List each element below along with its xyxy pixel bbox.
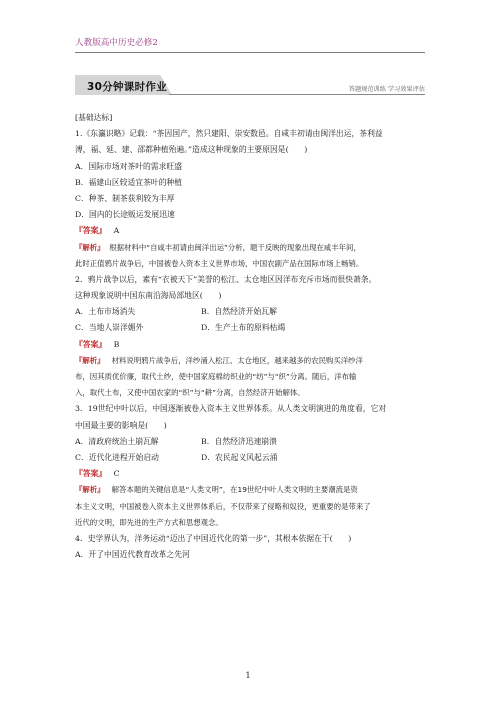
analysis-label: 『解析』 (75, 355, 105, 365)
q2-option-c: C．当地人崇洋媚外 (75, 323, 144, 333)
q2-line-1: 2．鸦片战争以后，素有“衣被天下”美誉的松江、太仓地区因洋布充斥市场而很快萧条。 (75, 274, 377, 284)
q1-line-1: 1.《东瀛识略》记载：“茶因国产，然只建阳、崇安数邑。自咸丰初请由闽洋出运，茶利益 (75, 129, 383, 139)
q2-line-2: 这种现象说明中国东南沿海局部地区( ) (75, 291, 222, 301)
q3-options-row-1 (75, 434, 425, 450)
q2-option-d: D．生产土布的原料枯竭 (201, 323, 286, 333)
q1-answer-value: A (113, 226, 120, 236)
q3-analysis-line-1 (75, 482, 425, 498)
q1-analysis-line-1 (75, 240, 425, 256)
document-header-title: 人教版高中历史必修2 (75, 38, 158, 48)
q1-option-a: A．国际市场对茶叶的需求旺盛 (75, 161, 182, 171)
section-underline (169, 94, 425, 95)
q1-line-2: 溥，福、延、建、邵都种植殆遍。”造成这种现象的主要原因是( ) (75, 145, 308, 155)
q1-analysis-text-1: 根据材料中“自咸丰初请由闽洋出运”分析，题干反映的现象出现在咸丰年间， (109, 242, 361, 252)
q3-options-row-2 (75, 450, 425, 466)
q4-option-a: A．开了中国近代教育改革之先河 (75, 550, 190, 560)
q2-answer-value: B (113, 339, 120, 349)
q2-analysis-line-3: 入，取代土布，又使中国农家的“织”与“耕”分离，自然经济开始解体。 (75, 388, 305, 398)
q2-option-a: A．土布市场消失 (75, 307, 136, 317)
document-body (75, 110, 425, 563)
q3-option-b: B．自然经济迅速崩溃 (201, 436, 277, 446)
q1-analysis-line-2: 此时正值鸦片战争后，中国被卷入资本主义世界市场，中国农副产品在国际市场上畅销。 (75, 258, 364, 268)
q3-answer-value: C (113, 469, 120, 479)
answer-label: 『答案』 (75, 469, 107, 479)
q3-option-a: A．清政府统治土崩瓦解 (75, 436, 159, 446)
q2-option-b: B．自然经济开始瓦解 (201, 307, 277, 317)
section-banner (75, 75, 425, 95)
q2-options-row-2 (75, 320, 425, 336)
analysis-label: 『解析』 (75, 485, 105, 495)
section-subtitle: 答题规范训练 学习效果评估 (348, 86, 425, 93)
q3-line-1: 3．19世纪中叶以后，中国逐渐被卷入资本主义世界体系。从人类文明演进的角度看，它对 (75, 404, 387, 414)
header-rule (75, 52, 425, 53)
q4-line-1: 4．史学界认为，洋务运动“迈出了中国近代化的第一步”，其根本依据在于( ) (75, 533, 352, 543)
q1-answer (75, 223, 425, 239)
basic-heading: [基础达标] (75, 113, 113, 122)
q2-analysis-line-1 (75, 353, 425, 369)
q2-analysis-line-2: 布，因其质优价廉，取代土纱，使中国家庭棉纺织业的“纺”与“织”分离。随后，洋布输 (75, 372, 357, 381)
q1-option-b: B．福建山区较适宜茶叶的种植 (75, 177, 183, 187)
q3-option-d: D．农民起义风起云涌 (201, 452, 278, 462)
q3-answer (75, 466, 425, 482)
q1-option-d: D．国内的长途贩运发展迅速 (75, 210, 175, 220)
analysis-label: 『解析』 (75, 242, 105, 252)
q3-analysis-line-2: 本主义文明，中国被卷入资本主义世界体系后，不仅带来了侵略和奴役，更重要的是带来了 (75, 501, 371, 511)
q3-line-2: 中国最主要的影响是( ) (75, 420, 167, 430)
page-number: 1 (245, 671, 251, 680)
q2-answer (75, 337, 425, 353)
answer-label: 『答案』 (75, 339, 107, 349)
section-title: 30分钟课时作业 (87, 81, 168, 93)
q3-analysis-text-1: 解答本题的关键信息是“人类文明”，在19世纪中叶人类文明的主要潮流是资 (111, 485, 358, 495)
q3-option-c: C．近代化进程开始启动 (75, 452, 159, 462)
answer-label: 『答案』 (75, 226, 107, 236)
q1-option-c: C．种茶、制茶获利较为丰厚 (75, 193, 175, 203)
q3-analysis-line-3: 近代的文明，即先进的生产方式和思想观念。 (75, 517, 223, 527)
q2-analysis-text-1: 材料说明鸦片战争后，洋纱涌入松江、太仓地区，越来越多的农民购买洋纱洋 (111, 355, 363, 365)
q2-options-row-1 (75, 304, 425, 320)
